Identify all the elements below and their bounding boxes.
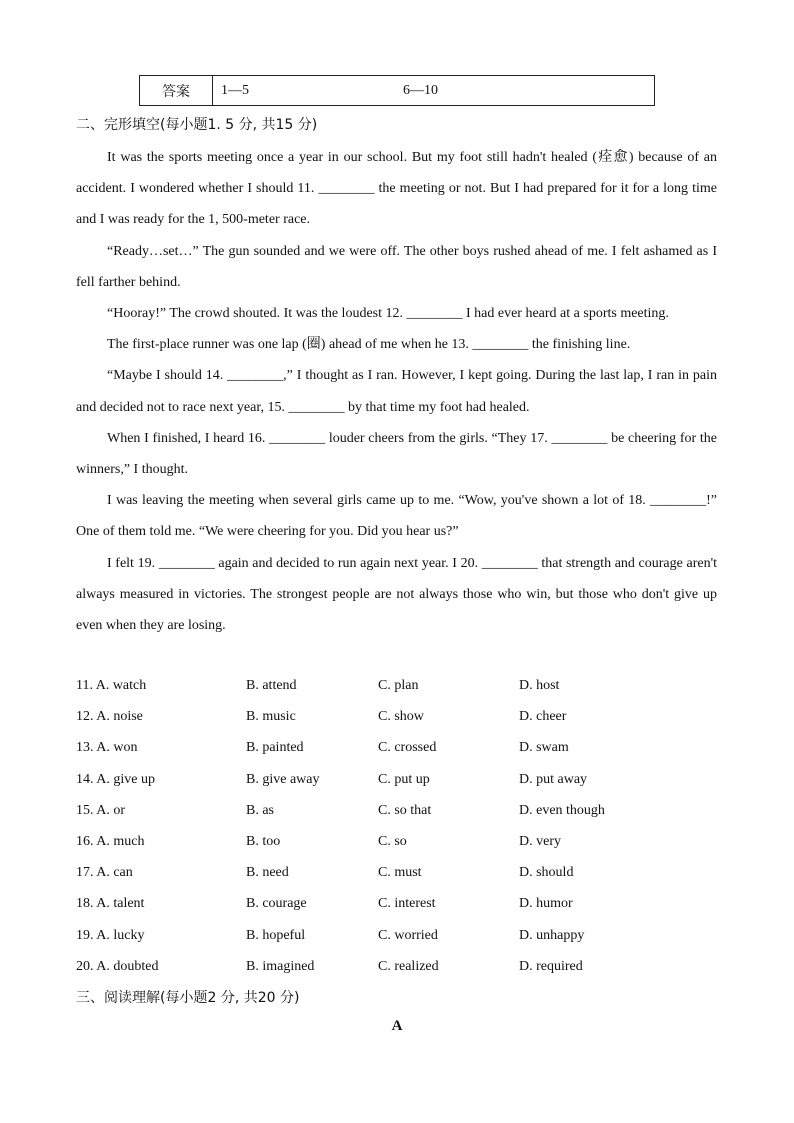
option-a: 19. A. lucky [76, 927, 145, 943]
passage-paragraph: “Hooray!” The crowd shouted. It was the loudest 12. ________ I had ever heard at a sports meeting. [107, 306, 669, 322]
section-reading-heading: 三、阅读理解(每小题2 分, 共20 分) [76, 990, 300, 1006]
option-c: C. crossed [378, 740, 437, 756]
passage-paragraph: “Maybe I should 14. ________,” I thought as I ran. However, I kept going. During the last lap, I ran in pain and decided not to race next year, 15. ________ by that time my foot had healed. [76, 368, 717, 415]
option-row [76, 857, 717, 888]
option-c: C. put up [378, 771, 430, 787]
option-b: B. need [246, 865, 289, 881]
answer-table-header: 答案 [140, 76, 213, 105]
option-row [76, 795, 717, 826]
option-row [76, 826, 717, 857]
part-label-a: A [391, 1018, 403, 1034]
option-a: 12. A. noise [76, 709, 143, 725]
option-d: D. cheer [519, 709, 567, 725]
option-d: D. put away [519, 771, 588, 787]
passage-paragraph: The first-place runner was one lap (圈) ahead of me when he 13. ________ the finishing line. [107, 337, 631, 353]
option-a: 20. A. doubted [76, 958, 159, 974]
answer-table [139, 75, 655, 106]
option-d: D. host [519, 678, 560, 693]
option-a: 16. A. much [76, 833, 145, 849]
option-d: D. humor [519, 896, 573, 912]
passage-paragraph: “Ready…set…” The gun sounded and we were off. The other boys rushed ahead of me. I felt ashamed as I fell farther behind. [76, 243, 717, 290]
option-a: 17. A. can [76, 865, 133, 881]
option-c: C. interest [378, 896, 436, 912]
option-a: 15. A. or [76, 802, 125, 818]
option-d: D. swam [519, 740, 569, 756]
option-c: C. must [378, 865, 422, 881]
option-b: B. music [246, 709, 296, 725]
option-a: 18. A. talent [76, 896, 145, 912]
passage-paragraph: When I finished, I heard 16. ________ louder cheers from the girls. “They 17. ________ be cheering for the winners,” I thought. [76, 430, 717, 478]
option-b: B. painted [246, 740, 304, 756]
option-a: 13. A. won [76, 740, 138, 756]
option-row [76, 732, 717, 763]
option-d: D. should [519, 865, 574, 881]
answer-range-6-10: 6—10 [403, 82, 438, 98]
option-row [76, 951, 717, 982]
option-d: D. unhappy [519, 927, 585, 943]
option-c: C. plan [378, 678, 419, 693]
answer-range-1-5: 1—5 [221, 82, 249, 98]
cloze-passage [76, 142, 717, 641]
option-c: C. worried [378, 927, 438, 943]
option-c: C. show [378, 709, 424, 725]
option-a: 11. A. watch [76, 678, 147, 693]
option-row [76, 670, 717, 701]
option-b: B. hopeful [246, 927, 306, 943]
passage-paragraph: I felt 19. ________ again and decided to run again next year. I 20. ________ that strength and courage aren't always measured in victories. The strongest people are not always those who win, but those who don't give up even when they are losing. [76, 555, 717, 634]
option-a: 14. A. give up [76, 771, 155, 787]
option-d: D. required [519, 958, 583, 974]
option-row [76, 920, 717, 951]
option-c: C. so that [378, 802, 432, 818]
option-c: C. realized [378, 958, 439, 974]
option-b: B. imagined [246, 958, 315, 974]
option-b: B. as [246, 802, 274, 818]
passage-paragraph: I was leaving the meeting when several girls came up to me. “Wow, you've shown a lot of 18. ________!” One of them told me. “We were cheering for you. Did you hear us?” [76, 493, 717, 540]
option-row [76, 764, 717, 795]
option-row [76, 701, 717, 732]
option-c: C. so [378, 833, 407, 849]
cloze-options [76, 670, 717, 982]
option-b: B. give away [246, 771, 320, 787]
option-b: B. attend [246, 678, 297, 693]
section-cloze-heading: 二、完形填空(每小题1. 5 分, 共15 分) [76, 117, 318, 133]
option-b: B. too [246, 833, 281, 849]
passage-paragraph: It was the sports meeting once a year in our school. But my foot still hadn't healed (痊愈) because of an accident. I wondered whether I should 11. ________ the meeting or not. But I had prepared for it for a long time and I was ready for the 1, 500-meter race. [76, 150, 717, 228]
option-d: D. even though [519, 802, 605, 818]
option-d: D. very [519, 833, 561, 849]
option-b: B. courage [246, 896, 307, 912]
option-row [76, 888, 717, 919]
